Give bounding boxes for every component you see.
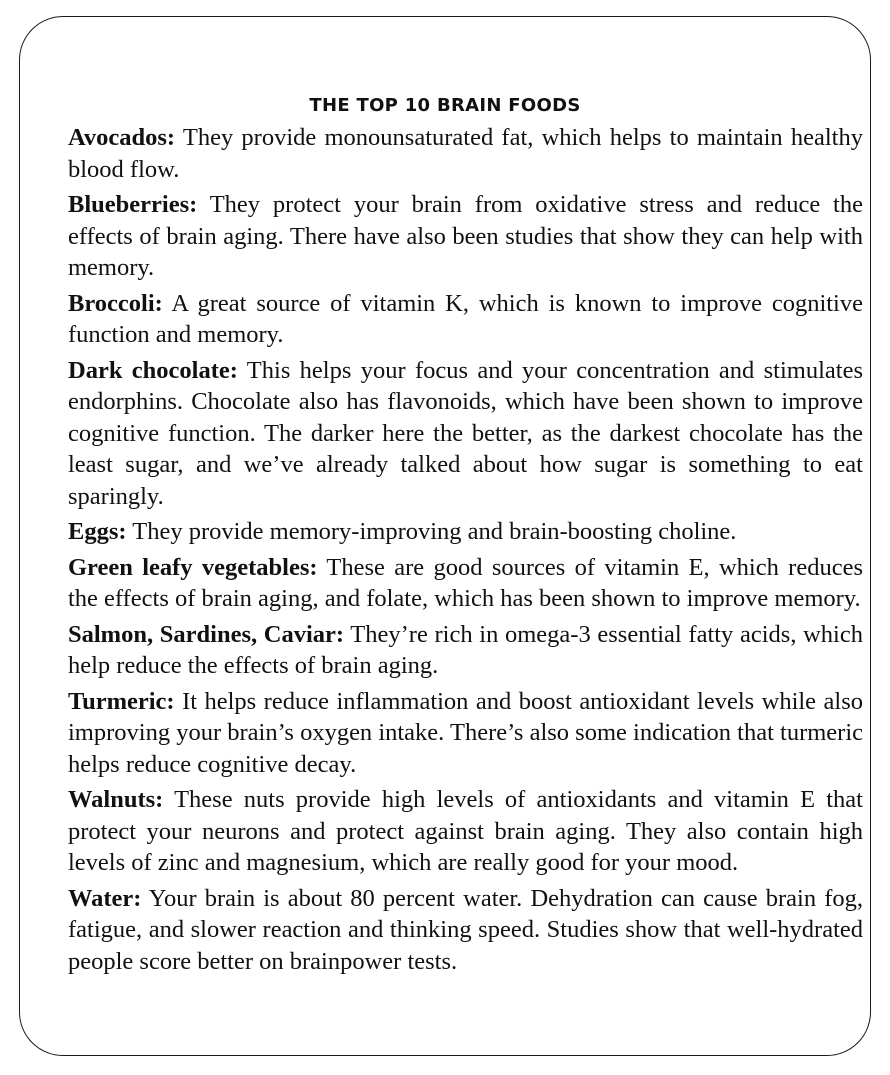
food-description: A great source of vitamin K, which is known to improve cognitive function and memory. bbox=[68, 289, 863, 348]
food-term: Walnuts: bbox=[68, 786, 164, 813]
food-entry-avocados bbox=[68, 122, 863, 185]
food-term: Water: bbox=[68, 884, 142, 912]
sidebar-box bbox=[19, 16, 871, 1056]
food-description: These nuts provide high levels of antioxidants and vitamin E that protect your neurons and protect against brain aging. They also contain high levels of zinc and magnesium, which are really good for your mood. bbox=[68, 786, 863, 876]
food-description: They’re rich in omega-3 essential fatty acids, which help reduce the effects of brain aging. bbox=[68, 620, 863, 679]
food-description: It helps reduce inflammation and boost antioxidant levels while also improving your brain’s oxygen intake. There’s also some indication that turmeric helps reduce cognitive decay. bbox=[68, 687, 863, 778]
food-entry-walnuts bbox=[68, 784, 863, 879]
food-description: They provide memory-improving and brain-boosting choline. bbox=[126, 518, 737, 545]
food-term: Dark chocolate: bbox=[68, 356, 238, 384]
food-term: Blueberries: bbox=[68, 191, 198, 218]
food-entry-turmeric bbox=[68, 686, 863, 781]
box-title: THE TOP 10 BRAIN FOODS bbox=[309, 95, 581, 116]
food-entry-eggs bbox=[68, 516, 863, 548]
food-entry-water bbox=[68, 883, 863, 978]
food-entry-green-leafy-vegetables bbox=[68, 552, 863, 615]
food-entry-dark-chocolate bbox=[68, 355, 863, 513]
food-term: Broccoli: bbox=[68, 289, 163, 317]
food-description: They provide monounsaturated fat, which helps to maintain healthy blood flow. bbox=[68, 124, 863, 183]
food-entry-broccoli bbox=[68, 288, 863, 351]
food-term: Eggs: bbox=[68, 518, 127, 545]
food-description: This helps your focus and your concentration and stimulates endorphins. Chocolate also has flavonoids, which have been shown to improve cognitive function. The darker here the better, as the darkest chocolate has the least sugar, and we’ve already talked about how sugar is something to eat sparingly. bbox=[68, 356, 863, 510]
food-list bbox=[68, 122, 863, 981]
food-entry-blueberries bbox=[68, 189, 863, 284]
food-term: Avocados: bbox=[68, 124, 176, 151]
food-description: Your brain is about 80 percent water. Dehydration can cause brain fog, fatigue, and slower reaction and thinking speed. Studies show that well-hydrated people score better on brainpower tests. bbox=[68, 884, 863, 975]
food-term: Turmeric: bbox=[68, 687, 175, 715]
food-term: Salmon, Sardines, Caviar: bbox=[68, 620, 345, 648]
food-description: These are good sources of vitamin E, which reduces the effects of brain aging, and folate, which has been shown to improve memory. bbox=[68, 553, 863, 612]
food-term: Green leafy vegetables: bbox=[68, 553, 318, 581]
food-entry-salmon-sardines-caviar bbox=[68, 619, 863, 682]
food-description: They protect your brain from oxidative stress and reduce the effects of brain aging. There have also been studies that show they can help with memory. bbox=[68, 191, 863, 281]
